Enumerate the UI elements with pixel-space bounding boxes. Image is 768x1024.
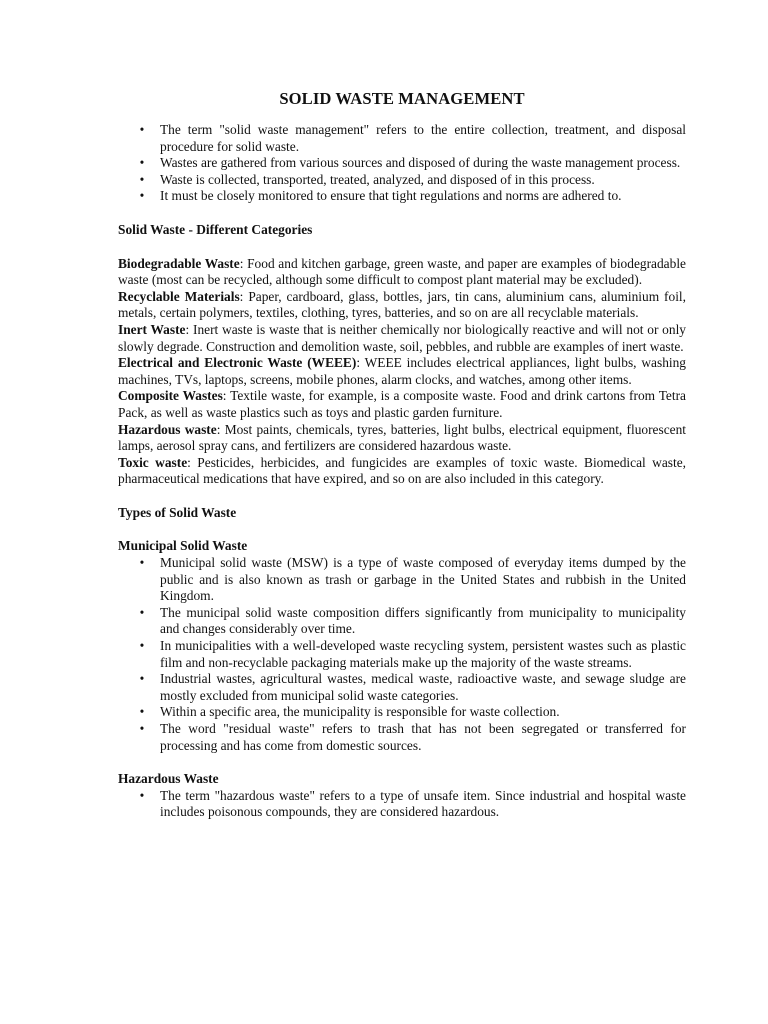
- category-text: WEEE includes electrical appliances, light bulbs, washing machines, TVs, laptops, screens, mobile phones, alarm clocks, and watches, among other items.: [118, 355, 687, 387]
- category-paragraph: Composite Wastes: Textile waste, for example, is a composite waste. Food and drink cartons from Tetra Pack, as well as waste plastics such as toys and plastic garden furniture.: [118, 388, 687, 420]
- municipal-heading: Municipal Solid Waste: [118, 538, 248, 554]
- category-term: Electrical and Electronic Waste (WEEE): [118, 355, 357, 371]
- list-item: • In municipalities with a well-developed waste recycling system, persistent wastes such as plastic film and non-recyclable packaging materials make up the majority of the waste streams.: [160, 638, 686, 671]
- category-paragraph: Hazardous waste: Most paints, chemicals, tyres, batteries, light bulbs, electrical equipment, fluorescent lamps, aerosol spray cans, and fertilizers are considered hazardous waste.: [118, 421, 686, 454]
- categories-heading: Solid Waste - Different Categories: [118, 221, 313, 237]
- list-item: • It must be closely monitored to ensure that tight regulations and norms are adhered to.: [160, 188, 686, 205]
- category-paragraph: Electrical and Electronic Waste (WEEE): WEEE includes electrical appliances, light bulbs, washing machines, TVs, laptops, screens, mobile phones, alarm clocks, and watches, among other items.: [118, 355, 687, 387]
- list-item: • The word "residual waste" refers to trash that has not been segregated or transferred for processing and has come from domestic sources.: [160, 721, 686, 754]
- category-paragraph: Inert Waste: Inert waste is waste that is neither chemically nor biologically reactive and will not or only slowly degrade. Construction and demolition waste, soil, pebbles, and rubble are examples of inert waste.: [118, 321, 686, 354]
- category-text: Inert waste is waste that is neither chemically nor biologically reactive and will not or only slowly degrade. Construction and demolition waste, soil, pebbles, and rubble are examples of inert waste.: [118, 321, 686, 354]
- types-heading: Types of Solid Waste: [118, 504, 237, 520]
- hazardous-heading: Hazardous Waste: [118, 771, 219, 787]
- list-item: • The municipal solid waste composition differs significantly from municipality to municipality and changes considerably over time.: [160, 605, 686, 638]
- category-term: Hazardous waste: [118, 421, 217, 437]
- category-term: Biodegradable Waste: [118, 255, 240, 271]
- bullet-icon: •: [139, 171, 145, 187]
- category-term: Composite Wastes: [118, 388, 223, 404]
- category-text: Pesticides, herbicides, and fungicides are examples of toxic waste. Biomedical waste, pharmaceutical medications that have expired, and so on are also included in this category.: [118, 454, 686, 487]
- list-item: • Industrial wastes, agricultural wastes, medical waste, radioactive waste, and sewage sludge are mostly excluded from municipal solid waste categories.: [160, 671, 686, 704]
- bullet-icon: •: [139, 704, 145, 720]
- categories-list: [118, 256, 686, 488]
- list-item: • Wastes are gathered from various sources and disposed of during the waste management process.: [160, 155, 686, 172]
- category-text: Textile waste, for example, is a composite waste. Food and drink cartons from Tetra Pack, as well as waste plastics such as toys and plastic garden furniture.: [118, 388, 687, 420]
- category-text: Most paints, chemicals, tyres, batteries, light bulbs, electrical equipment, fluorescent lamps, aerosol spray cans, and fertilizers are considered hazardous waste.: [118, 421, 686, 454]
- category-text: Food and kitchen garbage, green waste, and paper are examples of biodegradable waste (most can be recycled, although some difficult to compost plant material may be excluded).: [118, 255, 686, 288]
- bullet-icon: •: [139, 188, 145, 204]
- category-term: Inert Waste: [118, 321, 186, 337]
- bullet-icon: •: [139, 122, 145, 137]
- bullet-icon: •: [139, 638, 145, 654]
- document-title: SOLID WASTE MANAGEMENT: [279, 89, 525, 108]
- bullet-icon: •: [139, 555, 145, 571]
- category-term: Toxic waste: [118, 454, 188, 470]
- intro-bullet-list: [118, 122, 686, 205]
- list-item: • Waste is collected, transported, treated, analyzed, and disposed of in this process.: [160, 172, 686, 189]
- category-text: Paper, cardboard, glass, bottles, jars, tin cans, aluminium cans, aluminium foil, metals, certain polymers, textiles, clothing, tyres, batteries, and so on are all recyclable materials.: [118, 288, 686, 321]
- category-paragraph: Recyclable Materials: Paper, cardboard, glass, bottles, jars, tin cans, aluminium cans, aluminium foil, metals, certain polymers, textiles, clothing, tyres, batteries, and so on are all recyclable materials.: [118, 288, 686, 321]
- bullet-icon: •: [139, 721, 145, 736]
- list-item: • Within a specific area, the municipality is responsible for waste collection.: [160, 704, 686, 721]
- bullet-icon: •: [139, 787, 145, 803]
- category-term: Recyclable Materials: [118, 288, 240, 304]
- bullet-icon: •: [139, 671, 145, 687]
- bullet-icon: •: [139, 155, 145, 171]
- hazardous-bullet-list: [118, 788, 686, 821]
- category-paragraph: Toxic waste: Pesticides, herbicides, and fungicides are examples of toxic waste. Biomedical waste, pharmaceutical medications that have expired, and so on are also included in this category.: [118, 454, 686, 487]
- list-item: • Municipal solid waste (MSW) is a type of waste composed of everyday items dumped by the public and is also known as trash or garbage in the United States and rubbish in the United Kingdom.: [160, 555, 686, 605]
- municipal-bullet-list: [118, 555, 686, 754]
- list-item: • The term "solid waste management" refers to the entire collection, treatment, and disposal procedure for solid waste.: [160, 122, 686, 155]
- list-item: • The term "hazardous waste" refers to a type of unsafe item. Since industrial and hospital waste includes poisonous compounds, they are considered hazardous.: [160, 788, 686, 821]
- category-paragraph: Biodegradable Waste: Food and kitchen garbage, green waste, and paper are examples of biodegradable waste (most can be recycled, although some difficult to compost plant material may be excluded).: [118, 255, 686, 288]
- document-page: [118, 88, 686, 821]
- bullet-icon: •: [139, 604, 145, 620]
